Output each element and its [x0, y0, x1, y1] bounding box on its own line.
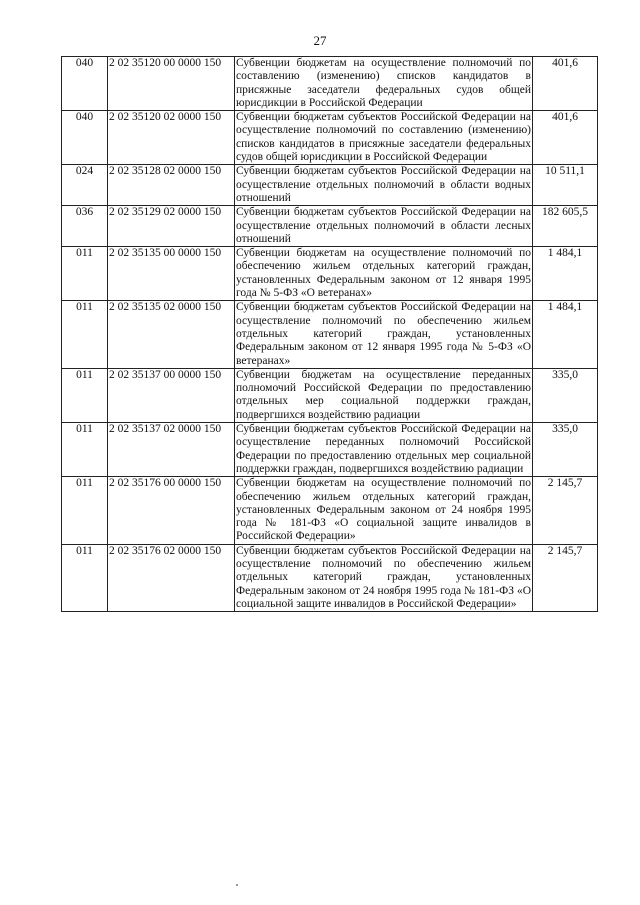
revenue-name-cell: Субвенции бюджетам субъектов Российской Федерации на осуществление полномочий по обеспечению жильем отдельных категорий граждан, установленных Федеральным законом от 24 ноября 1995 года № 181-ФЗ «О социальной защите инвалидов в Российской Федерации»	[236, 544, 531, 610]
revenue-code-cell: 2 02 35176 02 0000 150	[108, 544, 235, 611]
amount-cell: 182 605,5	[533, 206, 598, 247]
admin-code-cell: 011	[62, 368, 108, 422]
revenue-name-cell: Субвенции бюджетам на осуществление переданных полномочий Российской Федерации по предоставлению отдельных мер социальной поддержки граждан, подвергшихся воздействию радиации	[236, 368, 531, 421]
revenue-name-cell: Субвенции бюджетам на осуществление полномочий по обеспечению жильем отдельных категорий граждан, установленных Федеральным законом от 24 ноября 1995 года № 181-ФЗ «О социальной защите инвалидов в Российской Федерации»	[236, 477, 531, 543]
table-row	[62, 368, 598, 422]
revenue-name-cell: Субвенции бюджетам на осуществление полномочий по составлению (изменению) списков кандидатов в присяжные заседатели федеральных судов общей юрисдикции в Российской Федерации	[236, 57, 531, 109]
amount-cell: 335,0	[533, 368, 598, 422]
revenue-code-cell: 2 02 35120 02 0000 150	[108, 111, 235, 165]
revenue-code-cell: 2 02 35176 00 0000 150	[108, 477, 235, 544]
table-row	[62, 477, 598, 544]
table-row	[62, 247, 598, 301]
page-number: 27	[313, 33, 327, 48]
revenue-code-cell: 2 02 35129 02 0000 150	[108, 206, 235, 247]
revenue-name-cell: Субвенции бюджетам субъектов Российской Федерации на осуществление полномочий по составлению (изменению) списков кандидатов в присяжные заседатели федеральных судов общей юрисдикции в Российской Федерации	[236, 111, 531, 164]
budget-table-body	[62, 57, 598, 612]
admin-code-cell: 011	[62, 544, 108, 611]
admin-code-cell: 011	[62, 477, 108, 544]
admin-code-cell: 040	[62, 57, 108, 111]
admin-code-cell: 036	[62, 206, 108, 247]
revenue-code-cell: 2 02 35135 02 0000 150	[108, 301, 235, 368]
amount-cell: 10 511,1	[533, 165, 598, 206]
amount-cell: 2 145,7	[533, 477, 598, 544]
table-row	[62, 206, 598, 247]
revenue-name-cell: Субвенции бюджетам субъектов Российской Федерации на осуществление отдельных полномочий в области водных отношений	[236, 165, 531, 204]
table-row	[62, 301, 598, 368]
revenue-name-cell: Субвенции бюджетам субъектов Российской Федерации на осуществление отдельных полномочий в области лесных отношений	[236, 206, 531, 245]
revenue-name-cell: Субвенции бюджетам на осуществление полномочий по обеспечению жильем отдельных категорий граждан, установленных Федеральным законом от 12 января 1995 года № 5-ФЗ «О ветеранах»	[236, 247, 531, 300]
admin-code-cell: 024	[62, 165, 108, 206]
admin-code-cell: 011	[62, 423, 108, 477]
revenue-name-cell: Субвенции бюджетам субъектов Российской Федерации на осуществление переданных полномочий Российской Федерации по предоставлению отдельных мер социальной поддержки граждан, подвергшихся воздействию радиации	[236, 423, 531, 475]
amount-cell: 2 145,7	[533, 544, 598, 611]
budget-table	[61, 56, 598, 612]
table-row	[62, 423, 598, 477]
admin-code-cell: 011	[62, 301, 108, 368]
table-row	[62, 57, 598, 111]
revenue-code-cell: 2 02 35137 02 0000 150	[108, 423, 235, 477]
table-row	[62, 111, 598, 165]
revenue-code-cell: 2 02 35120 00 0000 150	[108, 57, 235, 111]
amount-cell: 401,6	[533, 57, 598, 111]
amount-cell: 1 484,1	[533, 301, 598, 368]
scan-speck	[236, 884, 238, 886]
table-row	[62, 165, 598, 206]
amount-cell: 1 484,1	[533, 247, 598, 301]
amount-cell: 401,6	[533, 111, 598, 165]
revenue-name-cell: Субвенции бюджетам субъектов Российской Федерации на осуществление полномочий по обеспечению жильем отдельных категорий граждан, установленных Федеральным законом от 12 января 1995 года № 5-ФЗ «О ветеранах»	[236, 301, 531, 367]
table-row	[62, 544, 598, 611]
admin-code-cell: 011	[62, 247, 108, 301]
revenue-code-cell: 2 02 35128 02 0000 150	[108, 165, 235, 206]
admin-code-cell: 040	[62, 111, 108, 165]
revenue-code-cell: 2 02 35135 00 0000 150	[108, 247, 235, 301]
revenue-code-cell: 2 02 35137 00 0000 150	[108, 368, 235, 422]
amount-cell: 335,0	[533, 423, 598, 477]
